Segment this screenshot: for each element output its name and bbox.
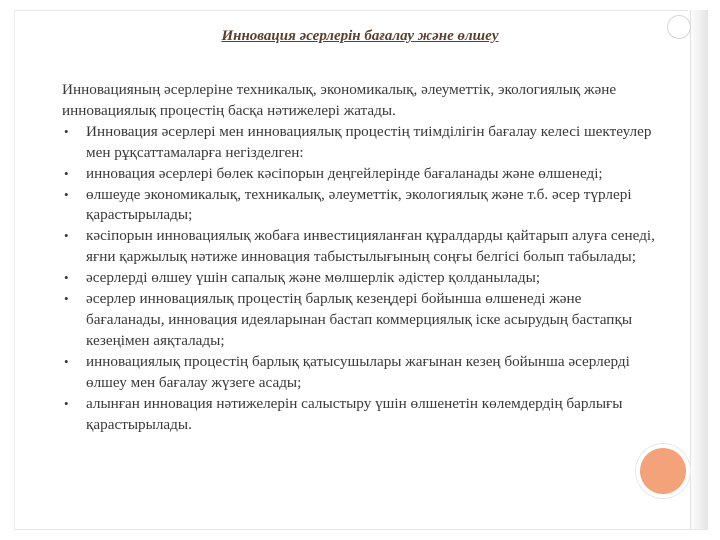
bullet-item [62,226,662,268]
bullet-icon: • [64,165,69,181]
bullet-icon: • [64,291,69,307]
intro-paragraph: Инновацияның әсерлеріне техникалық, экономикалық, әлеуметтік, экологиялық және инновациялық процестің басқа нәтижелері жатады. [62,81,617,119]
frame-left-border [14,10,15,530]
bullet-text: әсерлерді өлшеу үшін сапалық және мөлшерлік әдістер қолданылады; [86,269,541,287]
bullet-item [62,394,662,436]
bullet-text: Инновация әсерлері мен инновациялық процестің тиімділігін бағалау келесі шектеулер мен рұқсаттамаларға негізделген: [86,122,652,161]
frame-right-border [690,10,691,530]
bullet-text: алынған инновация нәтижелерін салыстыру үшін өлшенетін көлемдердің барлығы қарастырылады. [86,394,623,433]
bullet-icon: • [64,353,69,369]
frame-right-shadow [688,10,708,530]
bullet-item [62,352,662,394]
orange-circle-icon [640,448,686,494]
bullet-icon: • [64,228,69,244]
bullet-icon: • [64,395,69,411]
slide-title: Инновация әсерлерін бағалау және өлшеу [221,28,499,44]
bullet-text: кәсіпорын инновациялық жобаға инвестицияланған құралдарды қайтарып алуға сенеді, яғни қаржылық нәтиже инновация табыстылығының соңғы белгісі болып табылады; [86,227,655,266]
bullet-icon: • [64,270,69,286]
bullet-text: инновация әсерлері бөлек кәсіпорын деңгейлерінде бағаланады және өлшенеді; [86,164,603,182]
frame-top-border [14,10,708,17]
frame-bottom-border [14,529,706,530]
bullet-item [62,164,662,185]
bullet-icon: • [64,123,69,139]
bullet-list [62,122,662,436]
bullet-item [62,289,662,352]
bullet-item [62,185,662,227]
bullet-icon: • [64,186,69,202]
bullet-text: өлшеуде экономикалық, техникалық, әлеуметтік, экологиялық және т.б. әсер түрлері қарастырылады; [86,185,632,224]
bullet-text: инновациялық процестің барлық қатысушылары жағынан кезең бойынша әсерлерді өлшеу мен бағалау жүзеге асады; [86,352,630,391]
bullet-item [62,268,662,289]
bullet-item [62,122,662,164]
slide-body [62,80,662,435]
bullet-text: әсерлер инновациялық процестің барлық кезеңдері бойынша өлшенеді және бағаланады, инновация идеяларынан бастап коммерциялық іске асырудың бастапқы кезеңімен аяқталады; [86,290,633,349]
